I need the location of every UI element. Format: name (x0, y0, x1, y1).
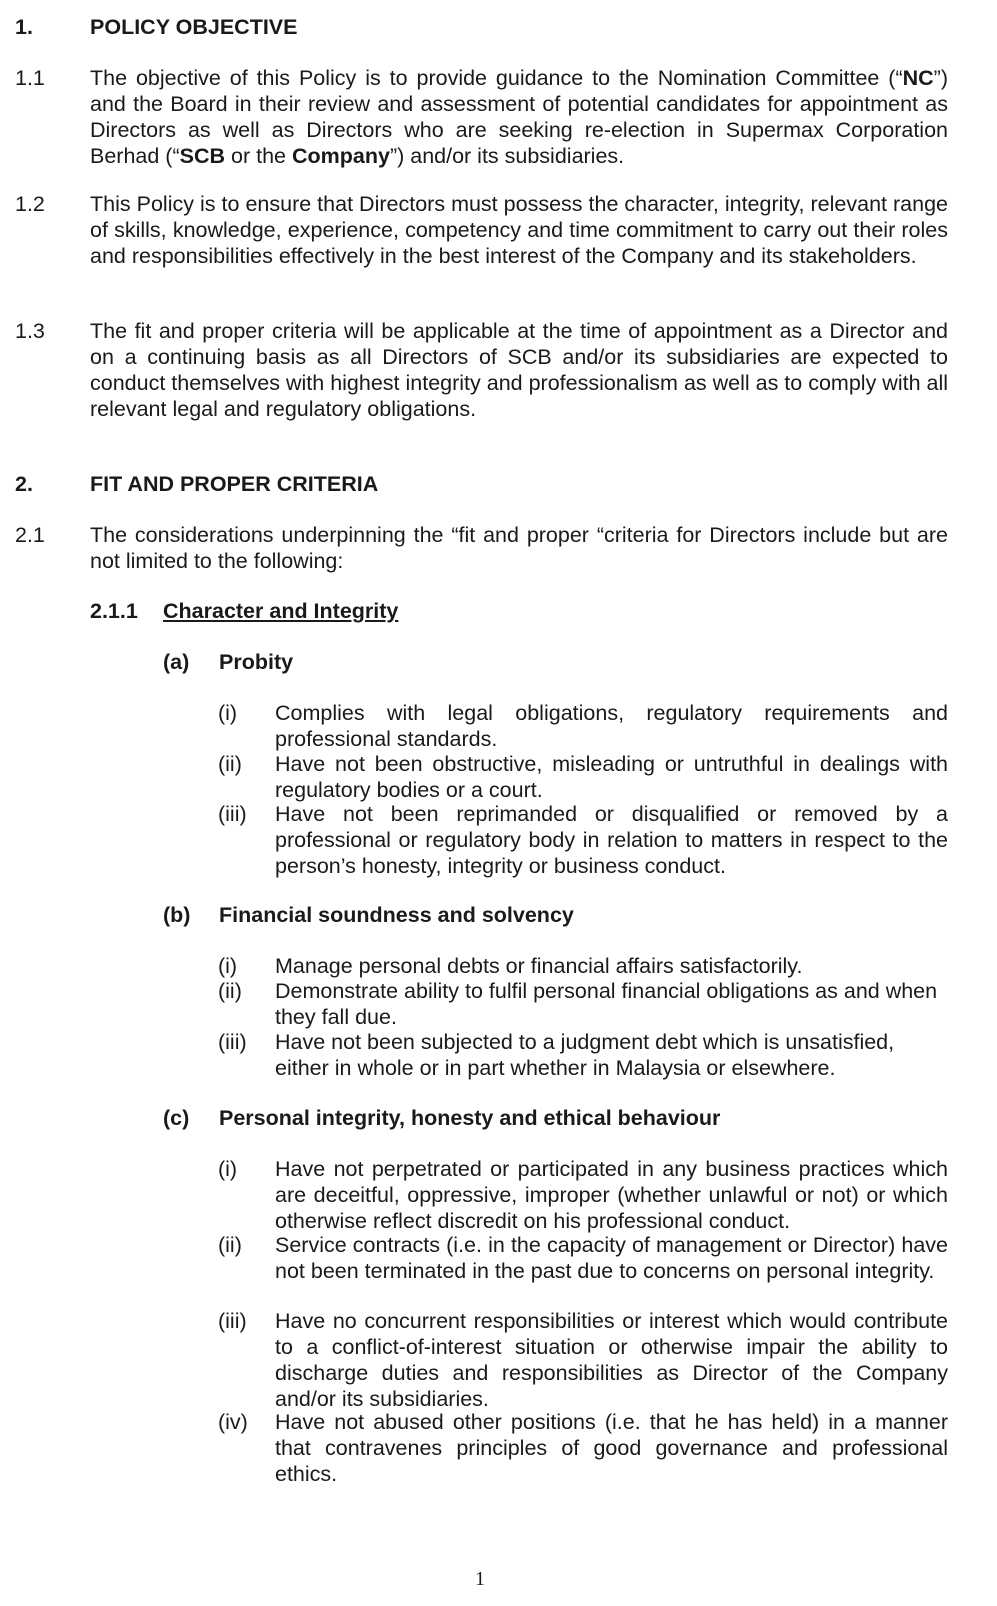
list-item-number: (iii) (218, 1030, 247, 1054)
group-letter: (b) (163, 903, 191, 927)
list-item: Have not been reprimanded or disqualified or removed by a professional or regulatory body in relation to matters in respect to the person’s honesty, integrity or business conduct. (275, 802, 948, 878)
group-title: Probity (219, 650, 294, 674)
list-item: Have not been subjected to a judgment debt which is unsatisfied, either in whole or in part whether in Malaysia or elsewhere. (275, 1030, 895, 1080)
section-title: POLICY OBJECTIVE (90, 15, 298, 39)
list-item: Complies with legal obligations, regulatory requirements and professional standards. (275, 701, 948, 751)
list-item: Have not perpetrated or participated in any business practices which are deceitful, oppressive, improper (whether unlawful or not) or which otherwise reflect discredit on his professional conduct. (275, 1157, 948, 1233)
list-item-number: (ii) (218, 1233, 242, 1257)
list-item-number: (i) (218, 701, 238, 725)
paragraph-text: This Policy is to ensure that Directors must possess the character, integrity, relevant range of skills, knowledge, experience, competency and time commitment to carry out their roles and responsibilities effectively in the best interest of the Company and its stakeholders. (90, 192, 948, 268)
list-item: Demonstrate ability to fulfil personal financial obligations as and when they fall due. (275, 979, 938, 1029)
section-number: 1. (15, 15, 33, 39)
paragraph-number: 2.1 (15, 523, 45, 547)
list-item: Have no concurrent responsibilities or interest which would contribute to a conflict-of-interest situation or otherwise impair the ability to discharge duties and responsibilities as Director of the Company and/or its subsidiaries. (275, 1309, 948, 1411)
subsection-number: 2.1.1 (90, 599, 138, 623)
group-title: Personal integrity, honesty and ethical behaviour (219, 1106, 721, 1130)
subsection-title: Character and Integrity (163, 599, 399, 623)
paragraph-number: 1.1 (15, 66, 45, 90)
list-item: Have not abused other positions (i.e. that he has held) in a manner that contravenes principles of good governance and professional ethics. (275, 1410, 948, 1486)
section-title: FIT AND PROPER CRITERIA (90, 472, 379, 496)
list-item-number: (iii) (218, 1309, 247, 1333)
list-item: Manage personal debts or financial affairs satisfactorily. (275, 954, 803, 978)
list-item: Service contracts (i.e. in the capacity of management or Director) have not been terminated in the past due to concerns on personal integrity. (275, 1233, 948, 1283)
page-number: 1 (475, 1568, 485, 1590)
paragraph-number: 1.2 (15, 192, 45, 216)
list-item-number: (iii) (218, 802, 247, 826)
group-letter: (a) (163, 650, 190, 674)
paragraph-text: The objective of this Policy is to provide guidance to the Nomination Committee (“NC”) and the Board in their review and assessment of potential candidates for appointment as Directors as well as Directors who are seeking re-election in Supermax Corporation Berhad (“SCB or the Company”) and/or its subsidiaries. (90, 66, 948, 168)
paragraph-text: The considerations underpinning the “fit and proper “criteria for Directors include but are not limited to the following: (90, 523, 948, 573)
list-item-number: (i) (218, 954, 238, 978)
list-item-number: (ii) (218, 752, 242, 776)
section-number: 2. (15, 472, 33, 496)
paragraph-text: The fit and proper criteria will be applicable at the time of appointment as a Director and on a continuing basis as all Directors of SCB and/or its subsidiaries are expected to conduct themselves with highest integrity and professionalism as well as to comply with all relevant legal and regulatory obligations. (90, 319, 949, 421)
group-title: Financial soundness and solvency (219, 903, 574, 927)
list-item-number: (iv) (218, 1410, 248, 1434)
paragraph-number: 1.3 (15, 319, 45, 343)
list-item: Have not been obstructive, misleading or untruthful in dealings with regulatory bodies or a court. (275, 752, 948, 802)
list-item-number: (ii) (218, 979, 242, 1003)
group-letter: (c) (163, 1106, 190, 1130)
list-item-number: (i) (218, 1157, 238, 1181)
